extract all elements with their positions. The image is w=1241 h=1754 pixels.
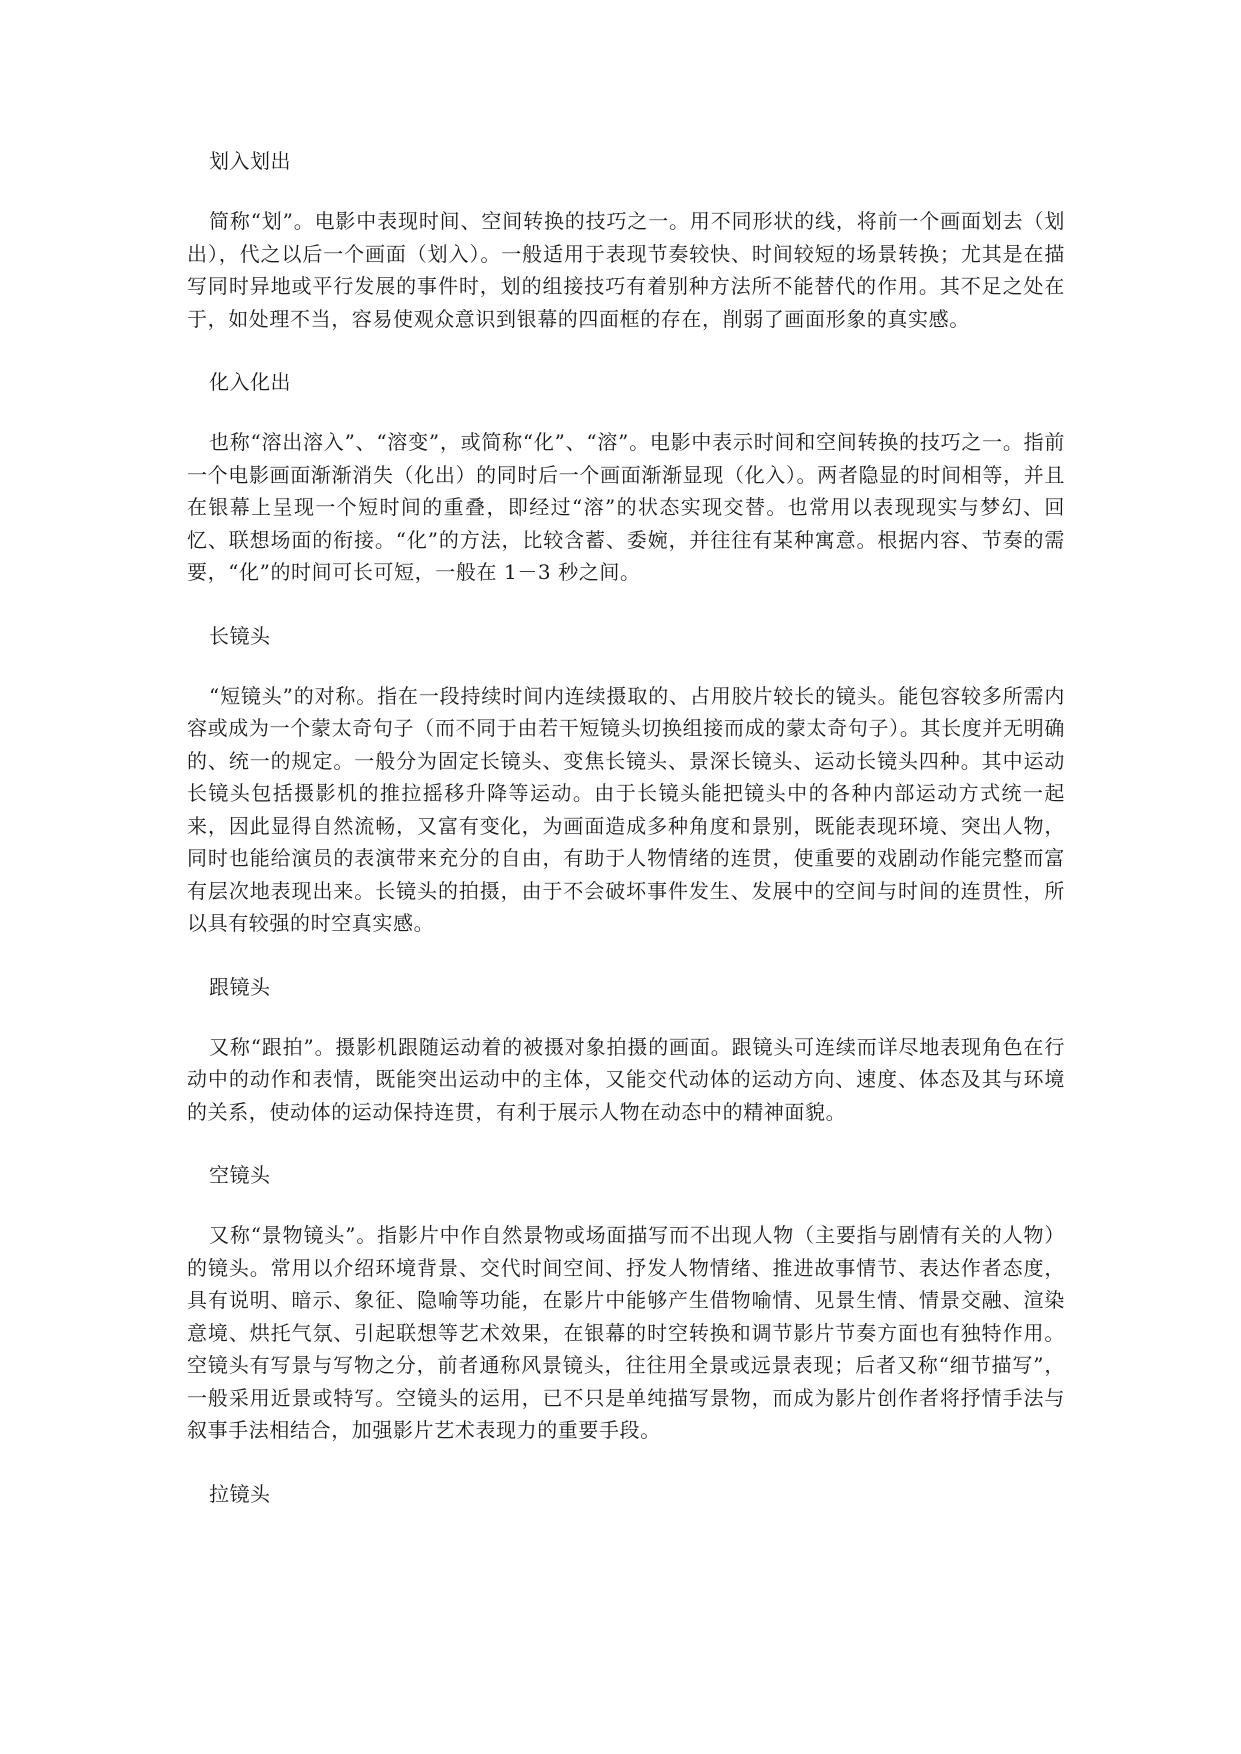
section-heading: 拉镜头 xyxy=(209,1481,271,1506)
section-paragraph: “短镜头”的对称。指在一段持续时间内连续摄取的、占用胶片较长的镜头。能包容较多所需内容或成为一个蒙太奇句子（而不同于由若干短镜头切换组接而成的蒙太奇句子）。其长度并无明确的、统一的规定。一般分为固定长镜头、变焦长镜头、景深长镜头、运动长镜头四种。其中运动长镜头包括摄影机的推拉摇移升降等运动。由于长镜头能把镜头中的各种内部运动方式统一起来，因此显得自然流畅，又富有变化，为画面造成多种角度和景别，既能表现环境、突出人物，同时也能给演员的表演带来充分的自由，有助于人物情绪的连贯，使重要的戏剧动作能完整而富有层次地表现出来。长镜头的拍摄，由于不会破坏事件发生、发展中的空间与时间的连贯性，所以具有较强的时空真实感。 xyxy=(187,683,1065,935)
document-body xyxy=(187,145,1065,1510)
section-heading: 化入化出 xyxy=(209,370,291,394)
section-heading: 划入划出 xyxy=(209,149,291,173)
section-paragraph: 又称“景物镜头”。指影片中作自然景物或场面描写而不出现人物（主要指与剧情有关的人物）的镜头。常用以介绍环境背景、交代时间空间、抒发人物情绪、推进故事情节、表达作者态度，具有说明、暗示、象征、隐喻等功能，在影片中能够产生借物喻情、见景生情、情景交融、渲染意境、烘托气氛、引起联想等艺术效果，在银幕的时空转换和调节影片节奏方面也有独特作用。空镜头有写景与写物之分，前者通称风景镜头，往往用全景或远景表现；后者又称“细节描写”，一般采用近景或特写。空镜头的运用，已不只是单纯描写景物，而成为影片创作者将抒情手法与叙事手法相结合，加强影片艺术表现力的重要手段。 xyxy=(187,1223,1065,1442)
section-paragraph: 也称“溶出溶入”、“溶变”，或简称“化”、“溶”。电影中表示时间和空间转换的技巧之一。指前一个电影画面渐渐消失（化出）的同时后一个画面渐渐显现（化入）。两者隐显的时间相等，并且在银幕上呈现一个短时间的重叠，即经过“溶”的状态实现交替。也常用以表现现实与梦幻、回忆、联想场面的衔接。“化”的方法，比较含蓄、委婉，并往往有某种寓意。根据内容、节奏的需要，“化”的时间可长可短，一般在 1－3 秒之间。 xyxy=(187,430,1065,584)
section-heading: 跟镜头 xyxy=(209,974,271,999)
section-paragraph: 简称“划”。电影中表现时间、空间转换的技巧之一。用不同形状的线，将前一个画面划去（划出），代之以后一个画面（划入）。一般适用于表现节奏较快、时间较短的场景转换；尤其是在描写同时异地或平行发展的事件时，划的组接技巧有着别种方法所不能替代的作用。其不足之处在于，如处理不当，容易使观众意识到银幕的四面框的存在，削弱了画面形象的真实感。 xyxy=(187,209,1065,331)
section-heading: 长镜头 xyxy=(209,623,271,648)
section-heading: 空镜头 xyxy=(209,1163,271,1187)
section-paragraph: 又称“跟拍”。摄影机跟随运动着的被摄对象拍摄的画面。跟镜头可连续而详尽地表现角色在行动中的动作和表情，既能突出运动中的主体，又能交代动体的运动方向、速度、体态及其与环境的关系，使动体的运动保持连贯，有利于展示人物在动态中的精神面貌。 xyxy=(187,1034,1065,1124)
